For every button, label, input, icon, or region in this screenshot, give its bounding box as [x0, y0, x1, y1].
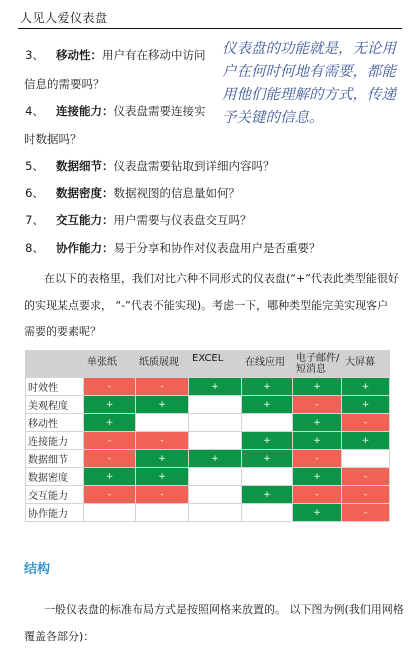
outro-line-2: 覆盖各部分)：: [24, 630, 95, 643]
quote-line: 仪表盘的功能就是，无论用: [222, 41, 396, 57]
item-number: 3、: [25, 48, 44, 62]
table-corner: [26, 351, 84, 378]
item-continuation: 时数据吗？: [24, 132, 82, 146]
plus-cell: +: [293, 468, 342, 486]
list-item: [24, 213, 252, 227]
empty-cell: [242, 504, 293, 522]
empty-cell: [84, 504, 136, 522]
empty-cell: [189, 486, 242, 504]
empty-cell: [189, 468, 242, 486]
plus-cell: +: [242, 486, 293, 504]
minus-cell: -: [136, 378, 189, 396]
header-title: 人见人爱仪表盘: [20, 11, 108, 25]
empty-cell: [189, 432, 242, 450]
section-heading: 结构: [24, 562, 51, 577]
item-number: 5、: [25, 159, 44, 173]
plus-cell: +: [84, 396, 136, 414]
plus-cell: +: [342, 378, 390, 396]
minus-cell: -: [293, 486, 342, 504]
item-title: 连接能力：: [56, 104, 114, 118]
table-row: [26, 486, 390, 504]
empty-cell: [342, 450, 390, 468]
intro-line-3: 需要的要素呢？: [24, 325, 101, 338]
list-item: [24, 241, 321, 255]
column-header: [293, 351, 342, 378]
item-continuation: 信息的需要吗？: [24, 77, 105, 91]
table-row: [26, 396, 390, 414]
minus-cell: -: [342, 468, 390, 486]
plus-cell: +: [242, 450, 293, 468]
intro-line-2: 的实现某点要求， “-”代表不能实现)。考虑一下，哪种类型能完美实现客户: [24, 299, 389, 312]
row-label: 数据细节: [26, 450, 84, 468]
intro-line-1: 在以下的表格里，我们对比六种不同形式的仪表盘(“+”代表此类型能很好: [44, 272, 399, 285]
item-text: 仪表盘需要钻取到详细内容吗？: [113, 159, 275, 173]
quote-line: 用他们能理解的方式，传递: [222, 87, 396, 103]
minus-cell: -: [293, 396, 342, 414]
minus-cell: -: [84, 486, 136, 504]
row-label: 协作能力: [26, 504, 84, 522]
list-item: [24, 186, 240, 200]
item-text: 用户需要与仪表盘交互吗？: [113, 213, 252, 227]
list-item: [24, 48, 206, 62]
plus-cell: +: [293, 504, 342, 522]
item-number: 7、: [25, 213, 44, 227]
column-header: 单张纸: [84, 351, 136, 378]
plus-cell: +: [136, 450, 189, 468]
empty-cell: [136, 504, 189, 522]
minus-cell: -: [342, 504, 390, 522]
plus-cell: +: [189, 450, 242, 468]
table-row: [26, 504, 390, 522]
minus-cell: -: [84, 432, 136, 450]
item-text: 数据视图的信息量如何？: [113, 186, 240, 200]
plus-cell: +: [293, 378, 342, 396]
plus-cell: +: [342, 432, 390, 450]
quote-line: 户在何时何地有需要，都能: [222, 64, 396, 80]
item-title: 交互能力：: [56, 213, 114, 227]
plus-cell: +: [293, 432, 342, 450]
comparison-table: [25, 350, 390, 522]
column-header-line: 短消息: [296, 364, 326, 375]
item-text: 用户有在移动中访问: [102, 48, 206, 62]
item-number: 6、: [25, 186, 44, 200]
minus-cell: -: [84, 450, 136, 468]
empty-cell: [242, 468, 293, 486]
plus-cell: +: [136, 396, 189, 414]
item-number: 8、: [25, 241, 44, 255]
minus-cell: -: [136, 432, 189, 450]
empty-cell: [189, 504, 242, 522]
table-row: [26, 468, 390, 486]
table-row: [26, 432, 390, 450]
row-label: 美观程度: [26, 396, 84, 414]
minus-cell: -: [84, 378, 136, 396]
row-label: 时效性: [26, 378, 84, 396]
outro-line-1: 一般仪表盘的标准布局方式是按照网格来放置的。 以下图为例(我们用网格: [44, 603, 404, 616]
item-title: 数据密度：: [56, 186, 114, 200]
list-item: [24, 104, 206, 118]
row-label: 移动性: [26, 414, 84, 432]
plus-cell: +: [136, 468, 189, 486]
minus-cell: -: [342, 486, 390, 504]
column-header: 在线应用: [242, 351, 293, 378]
minus-cell: -: [342, 414, 390, 432]
table-row: [26, 414, 390, 432]
list-item: [24, 159, 275, 173]
plus-cell: +: [84, 468, 136, 486]
plus-cell: +: [293, 414, 342, 432]
table-header-row: [26, 351, 390, 378]
item-text: 仪表盘需要连接实: [113, 104, 206, 118]
row-label: 连接能力: [26, 432, 84, 450]
item-title: 协作能力：: [56, 241, 114, 255]
item-text: 易于分享和协作对仪表盘用户是否重要？: [113, 241, 321, 255]
plus-cell: +: [189, 378, 242, 396]
quote-line: 予关键的信息。: [222, 110, 324, 126]
empty-cell: [136, 414, 189, 432]
row-label: 数据密度: [26, 468, 84, 486]
minus-cell: -: [136, 486, 189, 504]
plus-cell: +: [242, 432, 293, 450]
empty-cell: [189, 414, 242, 432]
table-body: [26, 378, 390, 522]
item-title: 移动性：: [56, 48, 102, 62]
column-header: 纸质展现: [136, 351, 189, 378]
table-row: [26, 450, 390, 468]
item-title: 数据细节：: [56, 159, 114, 173]
minus-cell: -: [293, 450, 342, 468]
header-divider: [18, 28, 402, 29]
empty-cell: [242, 414, 293, 432]
plus-cell: +: [242, 378, 293, 396]
table-row: [26, 378, 390, 396]
pull-quote: [222, 38, 404, 130]
empty-cell: [189, 396, 242, 414]
column-header: 大屏幕: [342, 351, 390, 378]
plus-cell: +: [242, 396, 293, 414]
row-label: 交互能力: [26, 486, 84, 504]
column-header: EXCEL: [189, 351, 242, 378]
column-header-line: 电子邮件/: [296, 353, 340, 364]
plus-cell: +: [84, 414, 136, 432]
plus-cell: +: [342, 396, 390, 414]
item-number: 4、: [25, 104, 44, 118]
